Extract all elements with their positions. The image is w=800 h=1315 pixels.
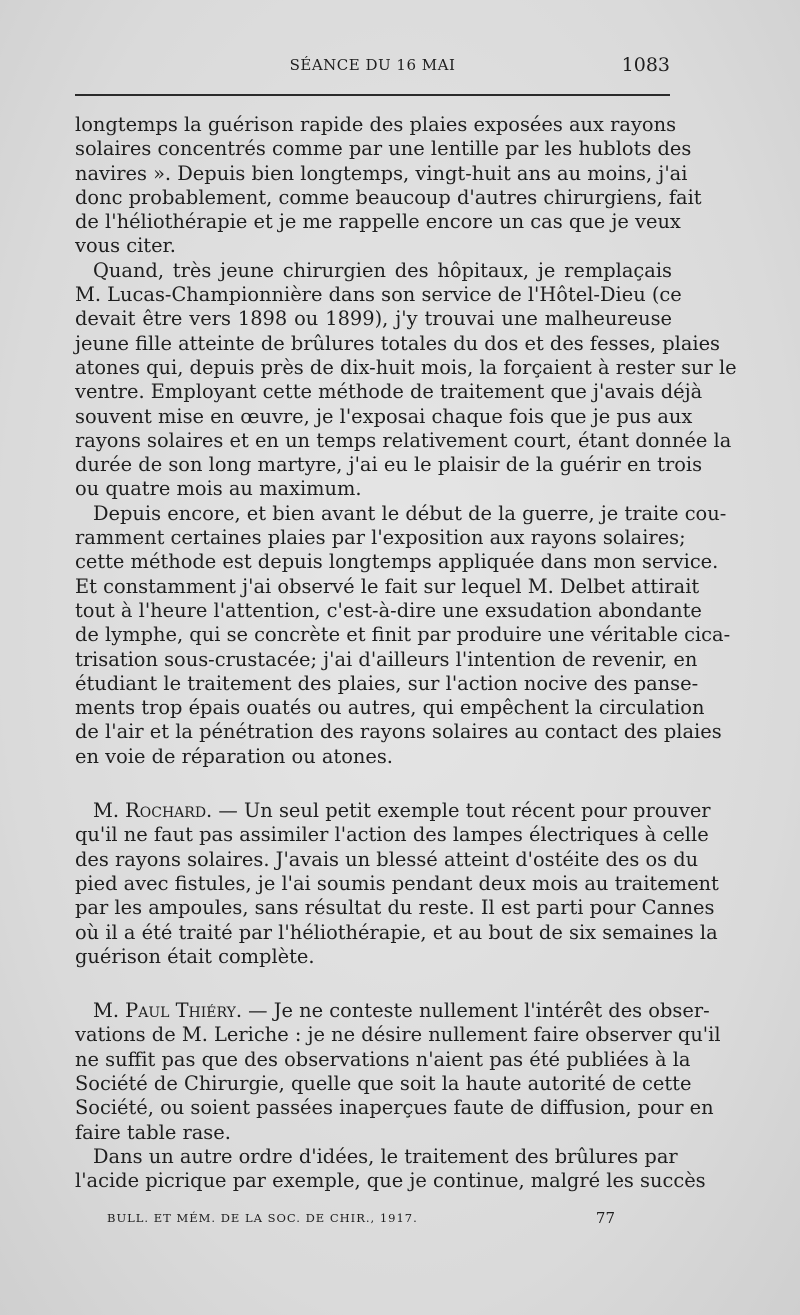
text-line: Société, ou soient passées inaperçues faute de diffusion, pour en xyxy=(75,1096,714,1120)
text-line: des rayons solaires. J'avais un blessé atteint d'ostéite des os du xyxy=(75,847,699,871)
text-line: de l'héliothérapie et je me rappelle encore un cas que je veux xyxy=(75,210,681,234)
speaker-name: M. Paul Thiéry. xyxy=(93,999,243,1023)
text-line: vous citer. xyxy=(75,234,176,258)
page-footer xyxy=(107,1211,627,1225)
section-gap xyxy=(75,969,672,999)
paragraph-thiery xyxy=(75,999,721,1145)
text-line: tout à l'heure l'attention, c'est-à-dire une exsudation abondante xyxy=(75,598,702,622)
text-line: Dans un autre ordre d'idées, le traitement des brûlures par xyxy=(93,1144,678,1168)
text-line: durée de son long martyre, j'ai eu le plaisir de la guérir en trois xyxy=(75,453,703,477)
text-line: souvent mise en œuvre, je l'exposai chaque fois que je pus aux xyxy=(75,404,693,428)
text-line: ments trop épais ouatés ou autres, qui empêchent la circulation xyxy=(75,696,705,720)
text-line: trisation sous-crustacée; j'ai d'ailleurs l'intention de revenir, en xyxy=(75,647,698,671)
text-line: ventre. Employant cette méthode de traitement que j'avais déjà xyxy=(75,380,703,404)
footer-citation: BULL. ET MÉM. DE LA SOC. DE CHIR., 1917. xyxy=(107,1211,418,1225)
text-line: M. Lucas-Championnière dans son service de l'Hôtel-Dieu (ce xyxy=(75,283,682,307)
text-line: ramment certaines plaies par l'exposition aux rayons solaires; xyxy=(75,526,686,550)
text-line: solaires concentrés comme par une lentille par les hublots des xyxy=(75,137,692,161)
paragraph-exsudation xyxy=(75,501,731,769)
text-line xyxy=(75,799,711,823)
text-line: guérison était complète. xyxy=(75,944,315,968)
text-line: où il a été traité par l'héliothérapie, et au bout de six semaines la xyxy=(75,920,718,944)
text-line: faire table rase. xyxy=(75,1120,231,1144)
text-line: navires ». Depuis bien longtemps, vingt-huit ans au moins, j'ai xyxy=(75,161,688,185)
text-line: ne suffit pas que des observations n'aient pas été publiées à la xyxy=(75,1047,691,1071)
text-run: — Je ne conteste nullement l'intérêt des obser- xyxy=(242,999,710,1023)
paragraph-rochard xyxy=(75,799,719,969)
text-line xyxy=(75,999,710,1023)
text-line: Quand, très jeune chirurgien des hôpitaux, je remplaçais xyxy=(93,258,672,282)
text-line: en voie de réparation ou atones. xyxy=(75,744,393,768)
header-rule xyxy=(75,94,670,96)
paragraph-acide-picrique xyxy=(75,1144,706,1194)
paragraph-hotel-dieu xyxy=(75,258,737,502)
body-text xyxy=(75,113,737,1193)
text-line: rayons solaires et en un temps relativement court, étant donnée la xyxy=(75,428,732,452)
text-line: atones qui, depuis près de dix-huit mois, la forçaient à rester sur le xyxy=(75,355,737,379)
text-line: ou quatre mois au maximum. xyxy=(75,477,362,501)
text-line: longtemps la guérison rapide des plaies exposées aux rayons xyxy=(75,113,677,136)
text-line: cette méthode est depuis longtemps appliquée dans mon service. xyxy=(75,550,719,574)
text-line: Et constamment j'ai observé le fait sur lequel M. Delbet attirait xyxy=(75,574,700,598)
text-line: devait être vers 1898 ou 1899), j'y trouvai une malheureuse xyxy=(75,307,672,331)
text-line: jeune fille atteinte de brûlures totales du dos et des fesses, plaies xyxy=(75,331,721,355)
text-line: qu'il ne faut pas assimiler l'action des lampes électriques à celle xyxy=(75,823,709,847)
text-line: de l'air et la pénétration des rayons solaires au contact des plaies xyxy=(75,720,722,744)
signature-mark: 77 xyxy=(595,1209,615,1227)
paragraph-continuation xyxy=(75,113,702,259)
page-number: 1083 xyxy=(621,54,670,76)
page-header xyxy=(75,54,670,80)
text-line: pied avec fistules, je l'ai soumis pendant deux mois au traitement xyxy=(75,871,719,895)
text-line: l'acide picrique par exemple, que je continue, malgré les succès xyxy=(75,1169,706,1193)
text-line: Depuis encore, et bien avant le début de la guerre, je traite cou- xyxy=(93,501,727,525)
text-line: de lymphe, qui se concrète et finit par produire une véritable cica- xyxy=(75,623,731,647)
section-gap xyxy=(75,769,672,799)
text-line: vations de M. Leriche : je ne désire nullement faire observer qu'il xyxy=(75,1023,721,1047)
speaker-name: M. Rochard. xyxy=(93,799,213,823)
text-line: par les ampoules, sans résultat du reste. Il est parti pour Cannes xyxy=(75,896,715,920)
running-title: SÉANCE DU 16 MAI xyxy=(289,56,456,74)
text-line: étudiant le traitement des plaies, sur l'action nocive des panse- xyxy=(75,671,699,695)
text-run: — Un seul petit exemple tout récent pour prouver xyxy=(212,799,711,823)
text-line: donc probablement, comme beaucoup d'autres chirurgiens, fait xyxy=(75,185,702,209)
text-line: Société de Chirurgie, quelle que soit la haute autorité de cette xyxy=(75,1071,692,1095)
